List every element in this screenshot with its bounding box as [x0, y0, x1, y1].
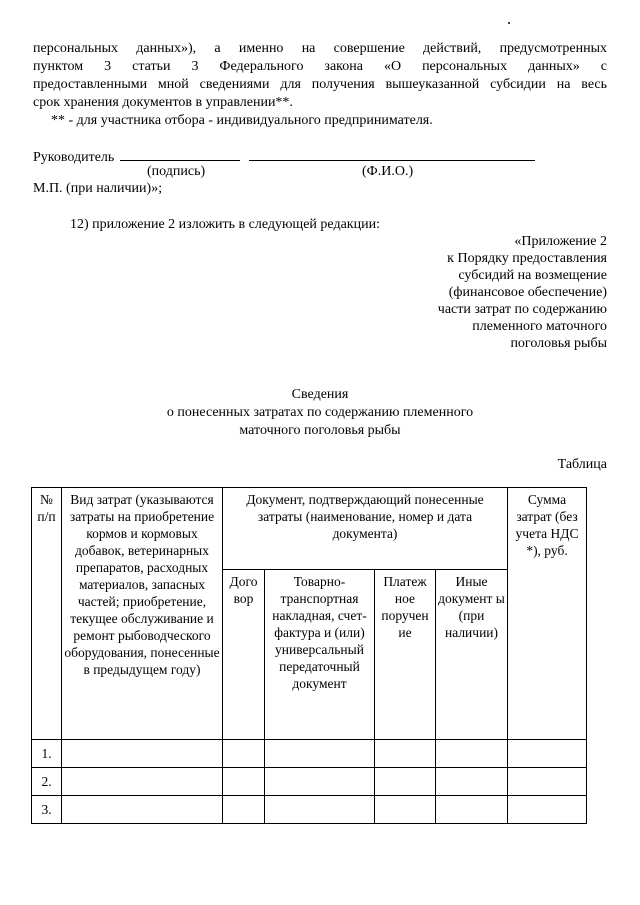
- header-document: Документ, подтверждающий понесенные затраты (наименование, номер и дата документа): [223, 488, 508, 570]
- table-cell: [436, 740, 508, 768]
- table-cell: [508, 740, 587, 768]
- table-cell: [508, 768, 587, 796]
- row-number: 3.: [32, 796, 62, 824]
- appendix-line: «Приложение 2: [514, 234, 607, 249]
- header-number: № п/п: [32, 488, 62, 740]
- table-cell: [375, 768, 436, 796]
- table-cell: [436, 796, 508, 824]
- signature-caption: (подпись): [147, 164, 206, 179]
- title-line-1: Сведения: [291, 387, 349, 402]
- table-cell: [375, 740, 436, 768]
- appendix-header: [438, 233, 607, 352]
- appendix-line: к Порядку предоставления: [447, 251, 607, 266]
- paragraph-line-4: срок хранения документов в управлении**.: [33, 95, 293, 110]
- table-label: Таблица: [557, 457, 607, 472]
- appendix-line: (финансовое обеспечение): [448, 285, 607, 300]
- footnote: ** - для участника отбора - индивидуального предпринимателя.: [51, 113, 433, 128]
- signature-row: [33, 147, 535, 167]
- table-cell: [265, 768, 375, 796]
- subheader-other-docs: Иные документ ы (при наличии): [436, 570, 508, 740]
- table-cell: [62, 796, 223, 824]
- paragraph-line-1: персональных данных»), а именно на совершение действий, предусмотренных: [33, 41, 607, 56]
- appendix-line: субсидий на возмещение: [458, 268, 607, 283]
- table-cell: [375, 796, 436, 824]
- table-cell: [265, 740, 375, 768]
- scan-speck: [508, 22, 510, 24]
- header-expense-type: Вид затрат (указываются затраты на приобретение кормов и кормовых добавок, ветеринарных препаратов, расходных материалов, запасных частей; приобретение, текущее обслуживание и ремонт рыбоводческого оборудования, понесенные в предыдущем году): [62, 488, 223, 740]
- paragraph-line-3: предоставленными мной сведениями для получения вышеуказанной субсидии на весь: [33, 77, 607, 92]
- item-12: 12) приложение 2 изложить в следующей редакции:: [70, 217, 380, 232]
- table-cell: [62, 740, 223, 768]
- table-cell: [223, 740, 265, 768]
- title-line-3: маточного поголовья рыбы: [239, 423, 401, 438]
- signature-label: Руководитель: [33, 150, 115, 165]
- signature-line: [120, 147, 240, 161]
- table-row: [32, 796, 587, 824]
- expenses-table: [31, 487, 587, 824]
- table-row: [32, 740, 587, 768]
- table-cell: [265, 796, 375, 824]
- paragraph-line-2: пунктом 3 статьи 3 Федерального закона «О персональных данных» с: [33, 59, 607, 74]
- appendix-line: поголовья рыбы: [510, 336, 607, 351]
- stamp-note: М.П. (при наличии)»;: [33, 181, 163, 196]
- table-cell: [62, 768, 223, 796]
- header-sum: Сумма затрат (без учета НДС *), руб.: [508, 488, 587, 740]
- name-line: [249, 147, 535, 161]
- subheader-waybill: Товарно-транспортная накладная, счет-фактура и (или) универсальный передаточный документ: [265, 570, 375, 740]
- table-cell: [508, 796, 587, 824]
- appendix-line: племенного маточного: [472, 319, 607, 334]
- row-number: 2.: [32, 768, 62, 796]
- subheader-contract: Дого вор: [223, 570, 265, 740]
- name-caption: (Ф.И.О.): [362, 164, 414, 179]
- table-cell: [223, 796, 265, 824]
- appendix-line: части затрат по содержанию: [437, 302, 607, 317]
- subheader-payment-order: Платеж ное поручен ие: [375, 570, 436, 740]
- title-line-2: о понесенных затратах по содержанию племенного: [166, 405, 474, 420]
- row-number: 1.: [32, 740, 62, 768]
- table-cell: [436, 768, 508, 796]
- table-cell: [223, 768, 265, 796]
- table-row: [32, 768, 587, 796]
